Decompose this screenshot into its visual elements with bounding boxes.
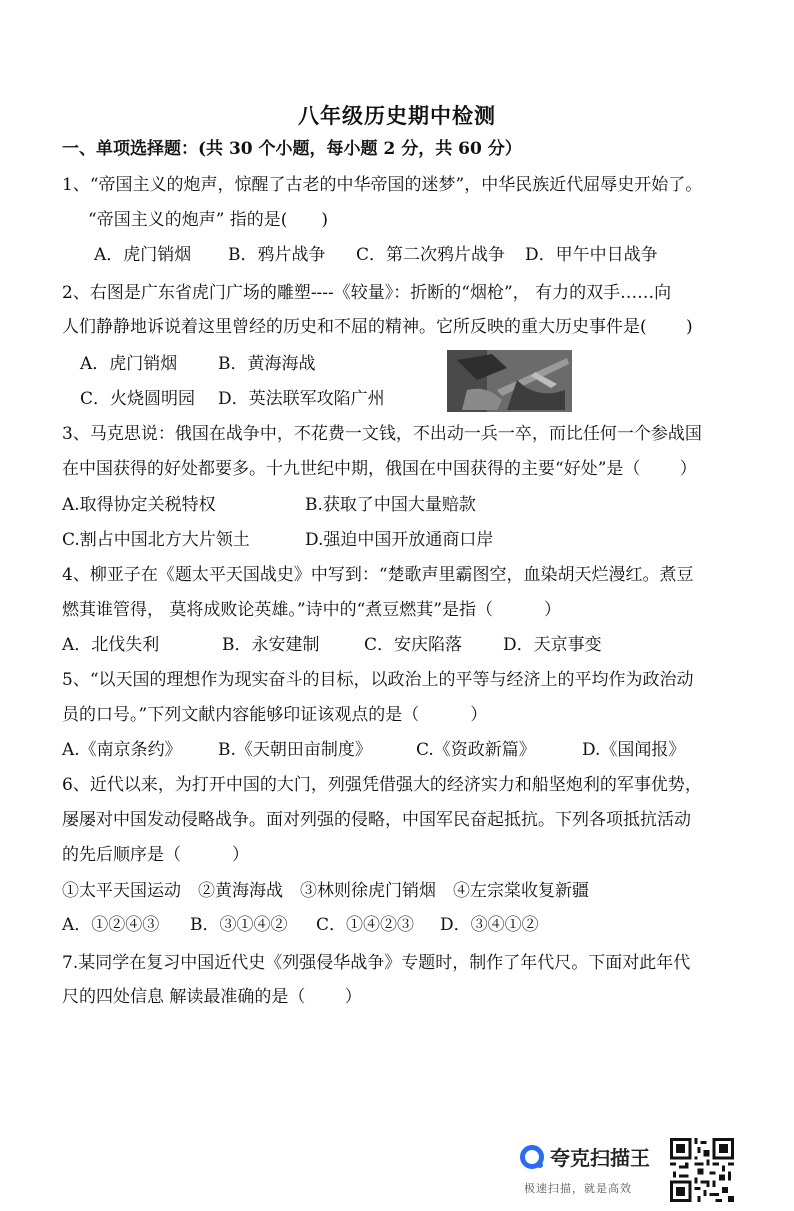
sculpture-image bbox=[447, 350, 572, 412]
brand-name: 夸克扫描王 bbox=[550, 1146, 650, 1170]
question-3-line-1: 3、马克思说：俄国在战争中，不花费一文钱，不出动一兵一卒，而比任何一个参战国 bbox=[62, 424, 702, 444]
q4-option-c: C．安庆陷落 bbox=[364, 635, 463, 655]
question-6-line-2: 屡屡对中国发动侵略战争。面对列强的侵略，中国军民奋起抵抗。下列各项抵抗活动 bbox=[62, 810, 691, 830]
q6-option-c: C．①④②③ bbox=[316, 915, 415, 935]
question-5-line-1: 5、“以天国的理想作为现实奋斗的目标，以政治上的平等与经济上的平均作为政治动 bbox=[62, 670, 694, 690]
q1-option-d: D．甲午中日战争 bbox=[525, 245, 658, 265]
sculpture-photo bbox=[447, 350, 572, 412]
q3-option-d: D.强迫中国开放通商口岸 bbox=[305, 530, 494, 550]
scanner-watermark bbox=[520, 1138, 750, 1204]
question-6-line-3: 的先后顺序是（ ） bbox=[62, 845, 249, 865]
question-1-line-2: “帝国主义的炮声” 指的是( ) bbox=[88, 210, 329, 230]
q2-option-d: D．英法联军攻陷广州 bbox=[218, 389, 385, 409]
q1-option-c: C．第二次鸦片战争 bbox=[356, 245, 506, 265]
quark-logo-icon bbox=[520, 1145, 544, 1169]
brand-logo bbox=[520, 1142, 650, 1171]
page-title: 八年级历史期中检测 bbox=[298, 103, 496, 128]
q2-option-a: A．虎门销烟 bbox=[80, 354, 178, 374]
q2-option-b: B．黄海海战 bbox=[218, 354, 316, 374]
question-2-line-2: 人们静静地诉说着这里曾经的历史和不屈的精神。它所反映的重大历史事件是( ) bbox=[62, 317, 693, 337]
q4-option-b: B．永安建制 bbox=[222, 635, 320, 655]
question-7-line-1: 7.某同学在复习中国近代史《列强侵华战争》专题时，制作了年代尺。下面对此年代 bbox=[62, 953, 691, 973]
section-heading: 一、单项选择题：(共 30 个小题，每小题 2 分，共 60 分） bbox=[62, 139, 522, 159]
question-4-line-2: 燃萁谁管得， 莫将成败论英雄。”诗中的“煮豆燃萁”是指（ ） bbox=[62, 600, 561, 620]
q5-option-b: B.《天朝田亩制度》 bbox=[218, 740, 372, 760]
q4-option-a: A．北伐失利 bbox=[62, 635, 160, 655]
question-4-line-1: 4、柳亚子在《题太平天国战史》中写到：“楚歌声里霸图空，血染胡天烂漫红。煮豆 bbox=[62, 565, 694, 585]
question-2-line-1: 2、右图是广东省虎门广场的雕塑----《较量》：折断的“烟枪”， 有力的双手……向 bbox=[62, 283, 672, 303]
qr-code-icon bbox=[670, 1138, 734, 1202]
q6-option-b: B．③①④② bbox=[190, 915, 288, 935]
brand-slogan: 极速扫描，就是高效 bbox=[524, 1182, 632, 1195]
question-5-line-2: 员的口号。”下列文献内容能够印证该观点的是（ ） bbox=[62, 705, 488, 725]
q3-option-a: A.取得协定关税特权 bbox=[62, 495, 216, 515]
q2-option-c: C．火烧圆明园 bbox=[80, 389, 196, 409]
q3-option-c: C.割占中国北方大片领土 bbox=[62, 530, 250, 550]
question-3-line-2: 在中国获得的好处都要多。十九世纪中期，俄国在中国获得的主要“好处”是（ ） bbox=[62, 459, 697, 479]
question-1-line-1: 1、“帝国主义的炮声，惊醒了古老的中华帝国的迷梦”，中华民族近代屈辱史开始了。 bbox=[62, 175, 703, 195]
question-6-events: ①太平天国运动 ②黄海海战 ③林则徐虎门销烟 ④左宗棠收复新疆 bbox=[62, 881, 589, 901]
q5-option-d: D.《国闻报》 bbox=[582, 740, 686, 760]
question-6-line-1: 6、近代以来，为打开中国的大门，列强凭借强大的经济实力和船坚炮利的军事优势， bbox=[62, 775, 702, 795]
q5-option-c: C.《资政新篇》 bbox=[416, 740, 536, 760]
question-7-line-2: 尺的四处信息 解读最准确的是（ ） bbox=[62, 987, 362, 1007]
q1-option-a: A．虎门销烟 bbox=[94, 245, 192, 265]
q5-option-a: A.《南京条约》 bbox=[62, 740, 182, 760]
q3-option-b: B.获取了中国大量赔款 bbox=[305, 495, 476, 515]
q1-option-b: B．鸦片战争 bbox=[228, 245, 326, 265]
q6-option-d: D．③④①② bbox=[440, 915, 539, 935]
q6-option-a: A．①②④③ bbox=[62, 915, 160, 935]
q4-option-d: D．天京事变 bbox=[503, 635, 602, 655]
